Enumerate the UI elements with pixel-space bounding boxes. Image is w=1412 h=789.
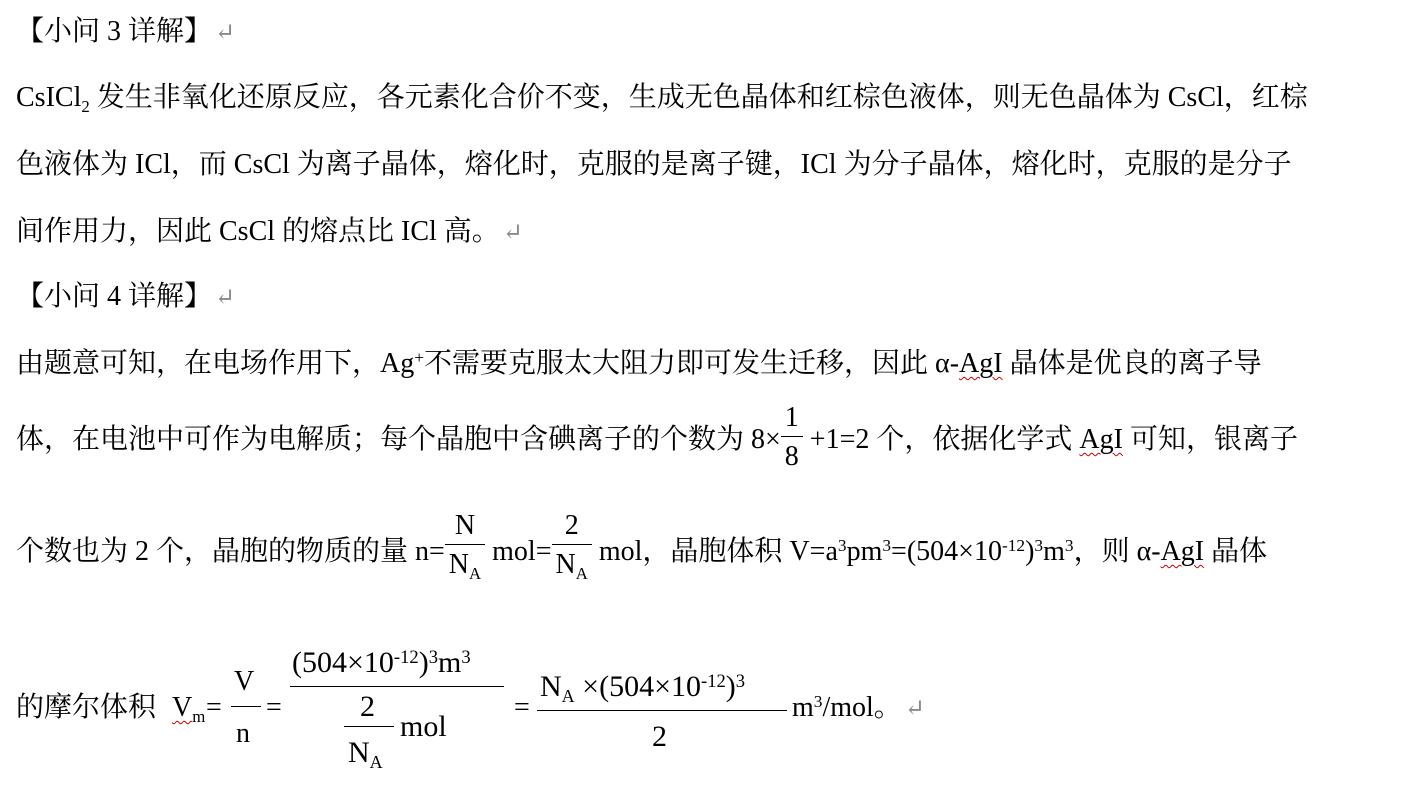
right-fraction-bar <box>537 710 787 711</box>
big-numerator: $(504\times 10^{-12})^3m^3$ <box>292 646 471 679</box>
p4-line3: 个数也为 2 个，晶胞的物质的量 n= $\frac{N}{N_A}$ mol= $\frac{2}{N_A}$ mol，晶胞体积 $V=a^3pm^3=(504\times 10^{-12})^3m^3$，则 α-AgI 晶体 <box>16 510 1268 583</box>
agi-word: AgI <box>959 348 1003 379</box>
agi-word: AgI <box>1160 536 1205 567</box>
inner-fraction-bar <box>344 726 394 727</box>
p4-line2: 体，在电池中可作为电解质；每个晶胞中含碘离子的个数为 8× $\frac{1}{8}$ +1=2 个，依据化学式 AgI 可知，银离子 <box>16 402 1298 472</box>
main-fraction-bar <box>290 686 504 687</box>
p4-line1: 由题意可知，在电场作用下，Ag+不需要克服太大阻力即可发生迁移，因此 α-AgI 晶体是优良的离子导 <box>16 348 1262 379</box>
fraction-n-over-na: $\frac{N}{N_A}$ <box>445 512 485 579</box>
return-icon: ↵ <box>502 220 523 246</box>
p3-line3: 间作用力，因此 CsCl 的熔点比 ICl 高。 ↵ <box>16 216 523 247</box>
return-icon: ↵ <box>215 20 236 46</box>
agi-word: AgI <box>1079 424 1123 455</box>
fraction-bar <box>231 706 261 707</box>
heading-q3: 【小问 3 详解】 ↵ <box>16 16 236 47</box>
p3-line2: 色液体为 ICl，而 CsCl 为离子晶体，熔化时，克服的是离子键，ICl 为分子晶体，熔化时，克服的是分子 <box>16 149 1292 180</box>
return-icon: ↵ <box>904 696 925 722</box>
right-numerator: $N_A \times(504\times 10^{-12})^3$ <box>540 670 746 707</box>
p3-line1: CsICl$_2$ 发生非氧化还原反应，各元素化合价不变，生成无色晶体和红棕色液体，则无色晶体为 CsCl，红棕 <box>16 82 1308 116</box>
heading-q4: 【小问 4 详解】 ↵ <box>16 281 236 312</box>
vm-symbol: $V_m$ <box>172 692 206 726</box>
return-icon: ↵ <box>215 285 236 311</box>
fraction-2-over-na: $\frac{2}{N_A}$ <box>552 512 592 579</box>
fraction-one-eighth: $\frac{1}{8}$ <box>781 404 803 471</box>
